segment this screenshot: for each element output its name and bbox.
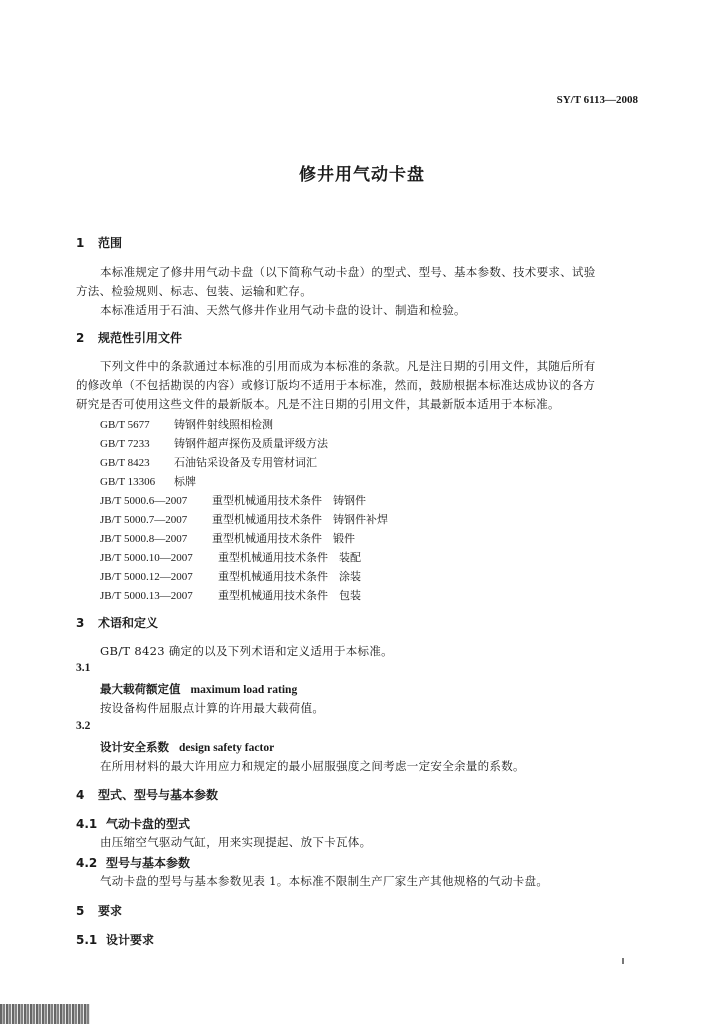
paragraph: 由压缩空气驱动气缸，用来实现提起、放下卡瓦体。 xyxy=(100,835,372,849)
reference-name: 铸钢件射线照相检测 xyxy=(174,418,273,431)
reference-name: 石油钻采设备及专用管材词汇 xyxy=(174,456,317,469)
reference-code: JB/T 5000.8—2007 xyxy=(100,533,188,545)
paragraph: 研究是否可使用这些文件的最新版本。凡是不注日期的引用文件，其最新版本适用于本标准。 xyxy=(76,397,560,411)
term-title xyxy=(100,681,297,697)
term-zh: 最大载荷额定值 xyxy=(100,682,181,696)
reference-name: 铸钢件超声探伤及质量评级方法 xyxy=(174,437,328,450)
paragraph: 气动卡盘的型号与基本参数见表 1。本标准不限制生产厂家生产其他规格的气动卡盘。 xyxy=(100,874,549,888)
section-4-heading xyxy=(76,786,218,803)
subsection-5-1-heading xyxy=(76,931,154,948)
document-title: 修井用气动卡盘 xyxy=(299,165,425,185)
section-title: 范围 xyxy=(98,236,123,250)
reference-item xyxy=(100,416,273,432)
standard-number: SY/T 6113—2008 xyxy=(556,94,638,106)
subsection-number: 5.1 xyxy=(76,933,98,947)
section-number: 1 xyxy=(76,236,85,250)
reference-code: GB/T 7233 xyxy=(100,438,150,450)
subsection-4-2-heading xyxy=(76,854,190,871)
reference-name: 重型机械通用技术条件 铸钢件 xyxy=(212,494,366,507)
term-number: 3.2 xyxy=(76,720,91,732)
reference-item xyxy=(100,511,388,527)
subsection-number: 4.2 xyxy=(76,856,98,870)
term-title xyxy=(100,739,274,755)
section-1-heading xyxy=(76,234,122,251)
section-title: 规范性引用文件 xyxy=(98,331,183,345)
reference-code: JB/T 5000.13—2007 xyxy=(100,590,193,602)
term-en: maximum load rating xyxy=(190,684,298,696)
section-title: 型式、型号与基本参数 xyxy=(98,788,219,802)
section-number: 5 xyxy=(76,904,85,918)
reference-code: GB/T 8423 xyxy=(100,457,150,469)
reference-item xyxy=(100,530,355,546)
paragraph: 本标准适用于石油、天然气修井作业用气动卡盘的设计、制造和检验。 xyxy=(100,303,466,317)
reference-code: JB/T 5000.6—2007 xyxy=(100,495,188,507)
paragraph: 方法、检验规则、标志、包装、运输和贮存。 xyxy=(76,284,312,298)
reference-code: JB/T 5000.12—2007 xyxy=(100,571,193,583)
reference-code: GB/T 13306 xyxy=(100,476,156,488)
reference-name: 重型机械通用技术条件 包装 xyxy=(218,589,361,602)
reference-item xyxy=(100,549,361,565)
reference-code: GB/T 5677 xyxy=(100,419,150,431)
paragraph: 下列文件中的条款通过本标准的引用而成为本标准的条款。凡是注日期的引用文件，其随后所有 xyxy=(100,359,596,373)
reference-item xyxy=(100,587,361,603)
section-2-heading xyxy=(76,329,182,346)
section-3-heading xyxy=(76,614,158,631)
paragraph: 本标准规定了修井用气动卡盘（以下简称气动卡盘）的型式、型号、基本参数、技术要求、试验 xyxy=(100,265,596,279)
reference-code: JB/T 5000.7—2007 xyxy=(100,514,188,526)
reference-name: 标牌 xyxy=(174,475,196,488)
subsection-title: 设计要求 xyxy=(106,933,155,947)
reference-name: 重型机械通用技术条件 涂装 xyxy=(218,570,361,583)
reference-name: 重型机械通用技术条件 锻件 xyxy=(212,532,355,545)
reference-item xyxy=(100,435,328,451)
section-title: 要求 xyxy=(98,904,123,918)
subsection-4-1-heading xyxy=(76,815,190,832)
reference-item xyxy=(100,473,196,489)
term-definition: 按设备构件屈服点计算的许用最大载荷值。 xyxy=(100,701,325,715)
subsection-title: 型号与基本参数 xyxy=(106,856,191,870)
section-number: 3 xyxy=(76,616,85,630)
section-number: 4 xyxy=(76,788,85,802)
reference-name: 重型机械通用技术条件 装配 xyxy=(218,551,361,564)
reference-item xyxy=(100,568,361,584)
reference-item xyxy=(100,492,366,508)
subsection-title: 气动卡盘的型式 xyxy=(106,817,191,831)
reference-code: JB/T 5000.10—2007 xyxy=(100,552,193,564)
scan-artifact xyxy=(0,1004,90,1024)
term-definition: 在所用材料的最大许用应力和规定的最小屈服强度之间考虑一定安全余量的系数。 xyxy=(100,759,525,773)
scan-artifact xyxy=(622,958,624,964)
paragraph: 的修改单（不包括勘误的内容）或修订版均不适用于本标准，然而，鼓励根据本标准达成协议的各方 xyxy=(76,378,596,392)
subsection-number: 4.1 xyxy=(76,817,98,831)
reference-item xyxy=(100,454,317,470)
section-title: 术语和定义 xyxy=(98,616,159,630)
section-5-heading xyxy=(76,902,122,919)
term-zh: 设计安全系数 xyxy=(100,740,169,754)
term-en: design safety factor xyxy=(179,742,275,754)
term-number: 3.1 xyxy=(76,662,91,674)
reference-name: 重型机械通用技术条件 铸钢件补焊 xyxy=(212,513,388,526)
section-number: 2 xyxy=(76,331,85,345)
paragraph: GB/T 8423 确定的以及下列术语和定义适用于本标准。 xyxy=(100,644,393,658)
